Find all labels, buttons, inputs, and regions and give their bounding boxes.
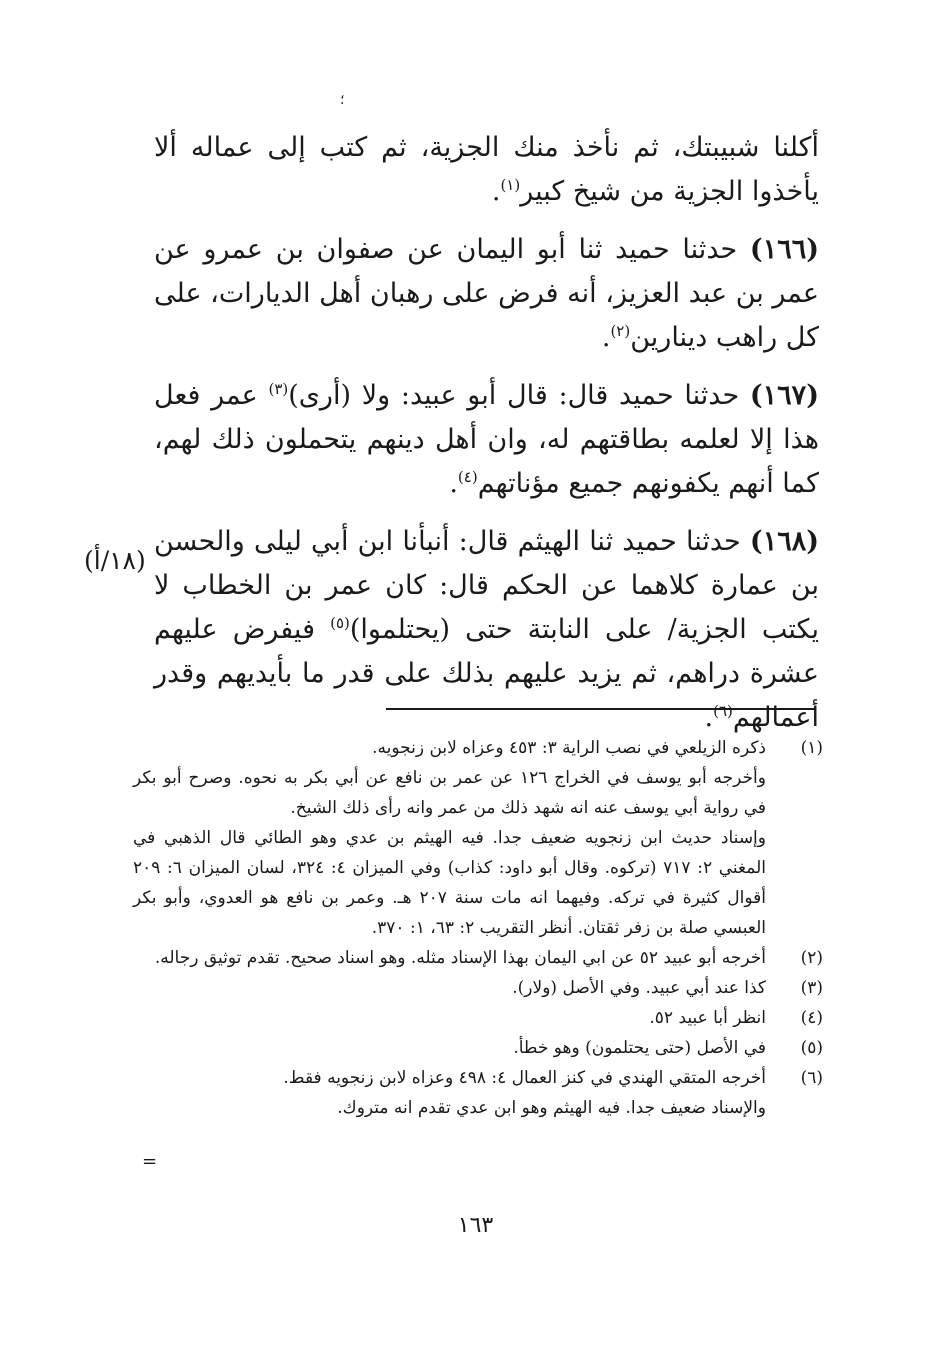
footnote-ref: (٢): [610, 322, 631, 340]
footnote-ref: (٦): [713, 702, 733, 720]
footnote-ref: (٣): [268, 380, 289, 398]
footnote-line: أخرجه أبو عبيد ٥٢ عن ابي اليمان بهذا الإسناد مثله. وهو اسناد صحيح. تقدم توثيق رجاله.: [154, 948, 766, 968]
footnote-line: وأخرجه أبو يوسف في الخراج ١٢٦ عن عمر بن نافع عن أبي بكر به نحوه. وصرح أبو بكر في رواية أبي يوسف عنه انه شهد ذلك من عمر وانه رأى ذلك الشيخ.: [133, 768, 766, 818]
hadith-number: (١٦٦): [749, 234, 819, 265]
footnote-line: وإسناد حديث ابن زنجويه ضعيف جدا. فيه الهيثم بن عدي وهو الطائي قال الذهبي في المغني ٢: ٧١٧ (تركوه. وقال أبو داود: كذاب) وفي الميزان ٤: ٣٢٤، لسان الميزان ٦: ٢٠٩ أقوال كثيرة في تركه. وفيهما انه مات سنة ٢٠٧ هـ. وعمر بن نافع هو العدوي، وأبو بكر العبسي صلة بن زفر ثقتان. أنظر التقريب ٢: ٦٣، ١: ٣٧٠.: [133, 828, 766, 938]
footnote-number: (١): [800, 738, 823, 758]
paragraph-168: [154, 520, 819, 740]
continuation-mark: =: [142, 1151, 158, 1172]
paragraph-text: عمر فعل هذا إلا لعلمه بطاقتهم له، وان أهل دينهم يتحملون ذلك لهم، كما أنهم يكفونهم جميع مؤناتهم: [154, 380, 819, 499]
paragraph-text: أكلنا شبيبتك، ثم نأخذ منك الجزية، ثم كتب إلى عماله ألا يأخذوا الجزية من شيخ كبير: [154, 132, 819, 207]
paragraph-167: [154, 374, 819, 506]
paragraph-continuation: [154, 126, 819, 214]
footnote-line: في الأصل (حتى يحتلمون) وهو خطأ.: [513, 1038, 766, 1058]
paragraph-end: .: [704, 702, 714, 733]
footnote-line: ذكره الزيلعي في نصب الراية ٣: ٤٥٣ وعزاه لابن زنجويه.: [372, 738, 766, 758]
page-number: ١٦٣: [457, 1213, 494, 1238]
footnote-2: [133, 943, 823, 973]
footnote-number: (٢): [800, 948, 823, 968]
footnotes: [133, 733, 823, 1123]
footnote-line: كذا عند أبي عبيد. وفي الأصل (ولار).: [512, 978, 766, 998]
footnote-6: [133, 1063, 823, 1123]
hadith-number: (١٦٧): [749, 380, 819, 411]
paragraph-text: حدثنا حميد ثنا أبو اليمان عن صفوان بن عمرو عن عمر بن عبد العزيز، أنه فرض على رهبان أهل الديارات، على كل راهب دينارين: [154, 234, 819, 353]
paragraph-166: [154, 228, 819, 360]
footnote-number: (٤): [800, 1008, 823, 1028]
footnote-ref: (١): [500, 176, 521, 194]
footnote-5: [133, 1033, 823, 1063]
paragraph-text: فيفرض عليهم عشرة دراهم، ثم يزيد عليهم بذلك على قدر ما بأيديهم وقدر أعمالهم: [154, 614, 819, 733]
paragraph-text: حدثنا حميد قال: قال أبو عبيد: ولا (أرى): [288, 380, 740, 411]
footnote-ref: (٥): [330, 614, 350, 632]
footnote-3: [133, 973, 823, 1003]
footnote-line: انظر أبا عبيد ٥٢.: [649, 1008, 766, 1028]
footnote-number: (٣): [800, 978, 823, 998]
footnote-4: [133, 1003, 823, 1033]
footnote-divider: [386, 708, 816, 710]
hadith-number: (١٦٨): [749, 526, 819, 557]
footnote-number: (٦): [800, 1068, 823, 1088]
footnote-line: والإسناد ضعيف جدا. فيه الهيثم وهو ابن عدي تقدم انه متروك.: [337, 1098, 766, 1118]
paragraph-end: .: [601, 322, 611, 353]
main-text: [154, 126, 819, 754]
paragraph-end: .: [491, 176, 501, 207]
footnote-ref: (٤): [457, 468, 478, 486]
footnote-line: أخرجه المتقي الهندي في كنز العمال ٤: ٤٩٨ وعزاه لابن زنجويه فقط.: [283, 1068, 766, 1088]
manuscript-folio-ref: (١٨/أ): [84, 546, 146, 575]
paragraph-text: حدثنا حميد ثنا الهيثم قال: أنبأنا ابن أبي ليلى والحسن بن عمارة كلاهما عن الحكم قال: كان عمر بن الخطاب لا يكتب الجزية/ على النابتة حتى (يحتلموا): [154, 526, 819, 645]
paragraph-end: .: [449, 468, 458, 499]
footnote-1: [133, 733, 823, 943]
footnote-number: (٥): [800, 1038, 823, 1058]
top-mark: ؛: [340, 92, 345, 108]
